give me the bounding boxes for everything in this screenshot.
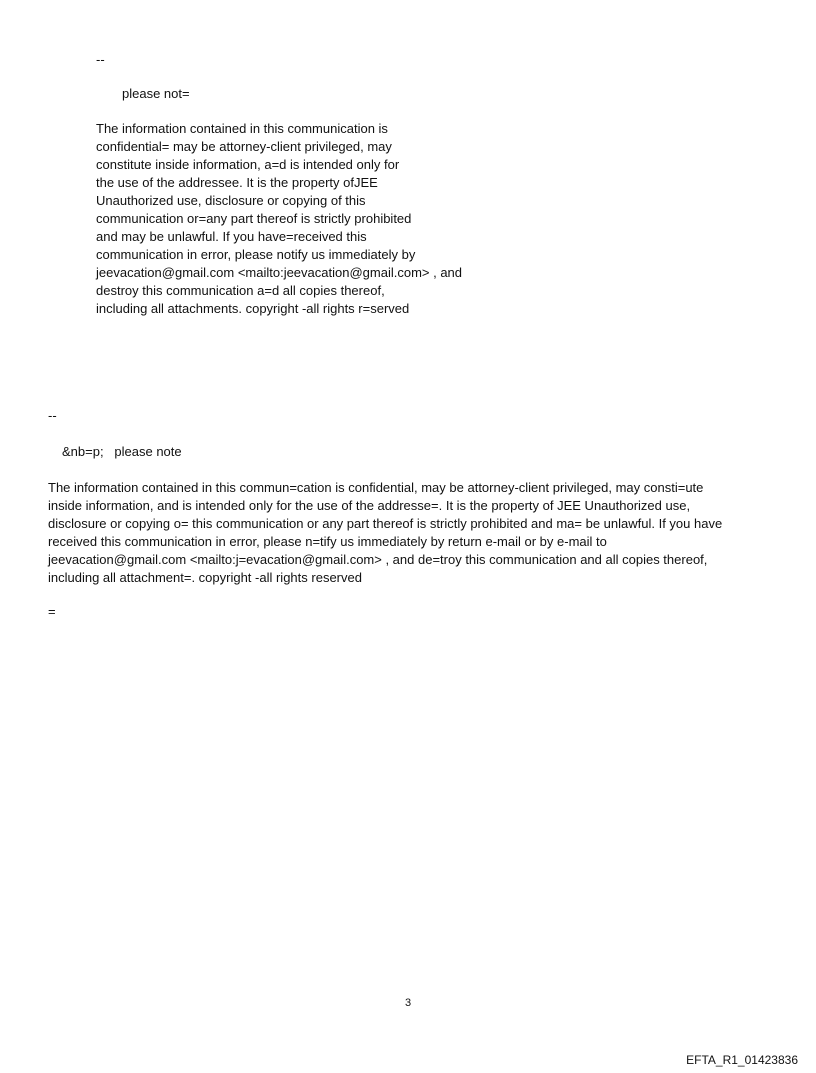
first-disclaimer-line: constitute inside information, a=d is intended only for: [96, 157, 400, 172]
second-disclaimer-line: including all attachment=. copyright -all rights reserved: [48, 570, 362, 585]
first-disclaimer-line: the use of the addressee. It is the property ofJEE: [96, 175, 378, 190]
first-disclaimer-line: including all attachments. copyright -all rights r=served: [96, 301, 410, 316]
trailing-equals: =: [48, 604, 56, 619]
first-disclaimer-line: The information contained in this communication is: [96, 121, 388, 136]
first-disclaimer-line: confidential= may be attorney-client privileged, may: [96, 139, 392, 154]
first-disclaimer-line: Unauthorized use, disclosure or copying of this: [96, 193, 366, 208]
first-disclaimer-line: and may be unlawful. If you have=received this: [96, 229, 367, 244]
second-disclaimer: [48, 479, 788, 587]
second-disclaimer-line: The information contained in this commun=cation is confidential, may be attorney-client privileged, may consti=ute: [48, 480, 704, 495]
second-greeting: &nb=p; please note: [62, 444, 182, 459]
second-disclaimer-line: inside information, and is intended only for the use of the addresse=. It is the property of JEE Unauthorized use,: [48, 498, 691, 513]
page-number: 3: [404, 997, 412, 1009]
second-disclaimer-line: received this communication in error, please n=tify us immediately by return e-mail or by e-mail to: [48, 534, 607, 549]
first-disclaimer-line: communication or=any part thereof is strictly prohibited: [96, 211, 412, 226]
first-greeting: please not=: [122, 86, 190, 101]
top-separator: --: [96, 52, 105, 67]
first-disclaimer: [96, 120, 516, 318]
first-disclaimer-line: communication in error, please notify us immediately by: [96, 247, 416, 262]
bates-number: EFTA_R1_01423836: [686, 1053, 798, 1067]
first-disclaimer-line: destroy this communication a=d all copies thereof,: [96, 283, 385, 298]
second-disclaimer-line: jeevacation@gmail.com <mailto:j=evacation@gmail.com> , and de=troy this communication and all copies thereof,: [48, 552, 708, 567]
middle-separator: --: [48, 408, 57, 423]
second-disclaimer-line: disclosure or copying o= this communication or any part thereof is strictly prohibited and ma= be unlawful. If you have: [48, 516, 723, 531]
first-disclaimer-line: jeevacation@gmail.com <mailto:jeevacation@gmail.com> , and: [96, 265, 463, 280]
